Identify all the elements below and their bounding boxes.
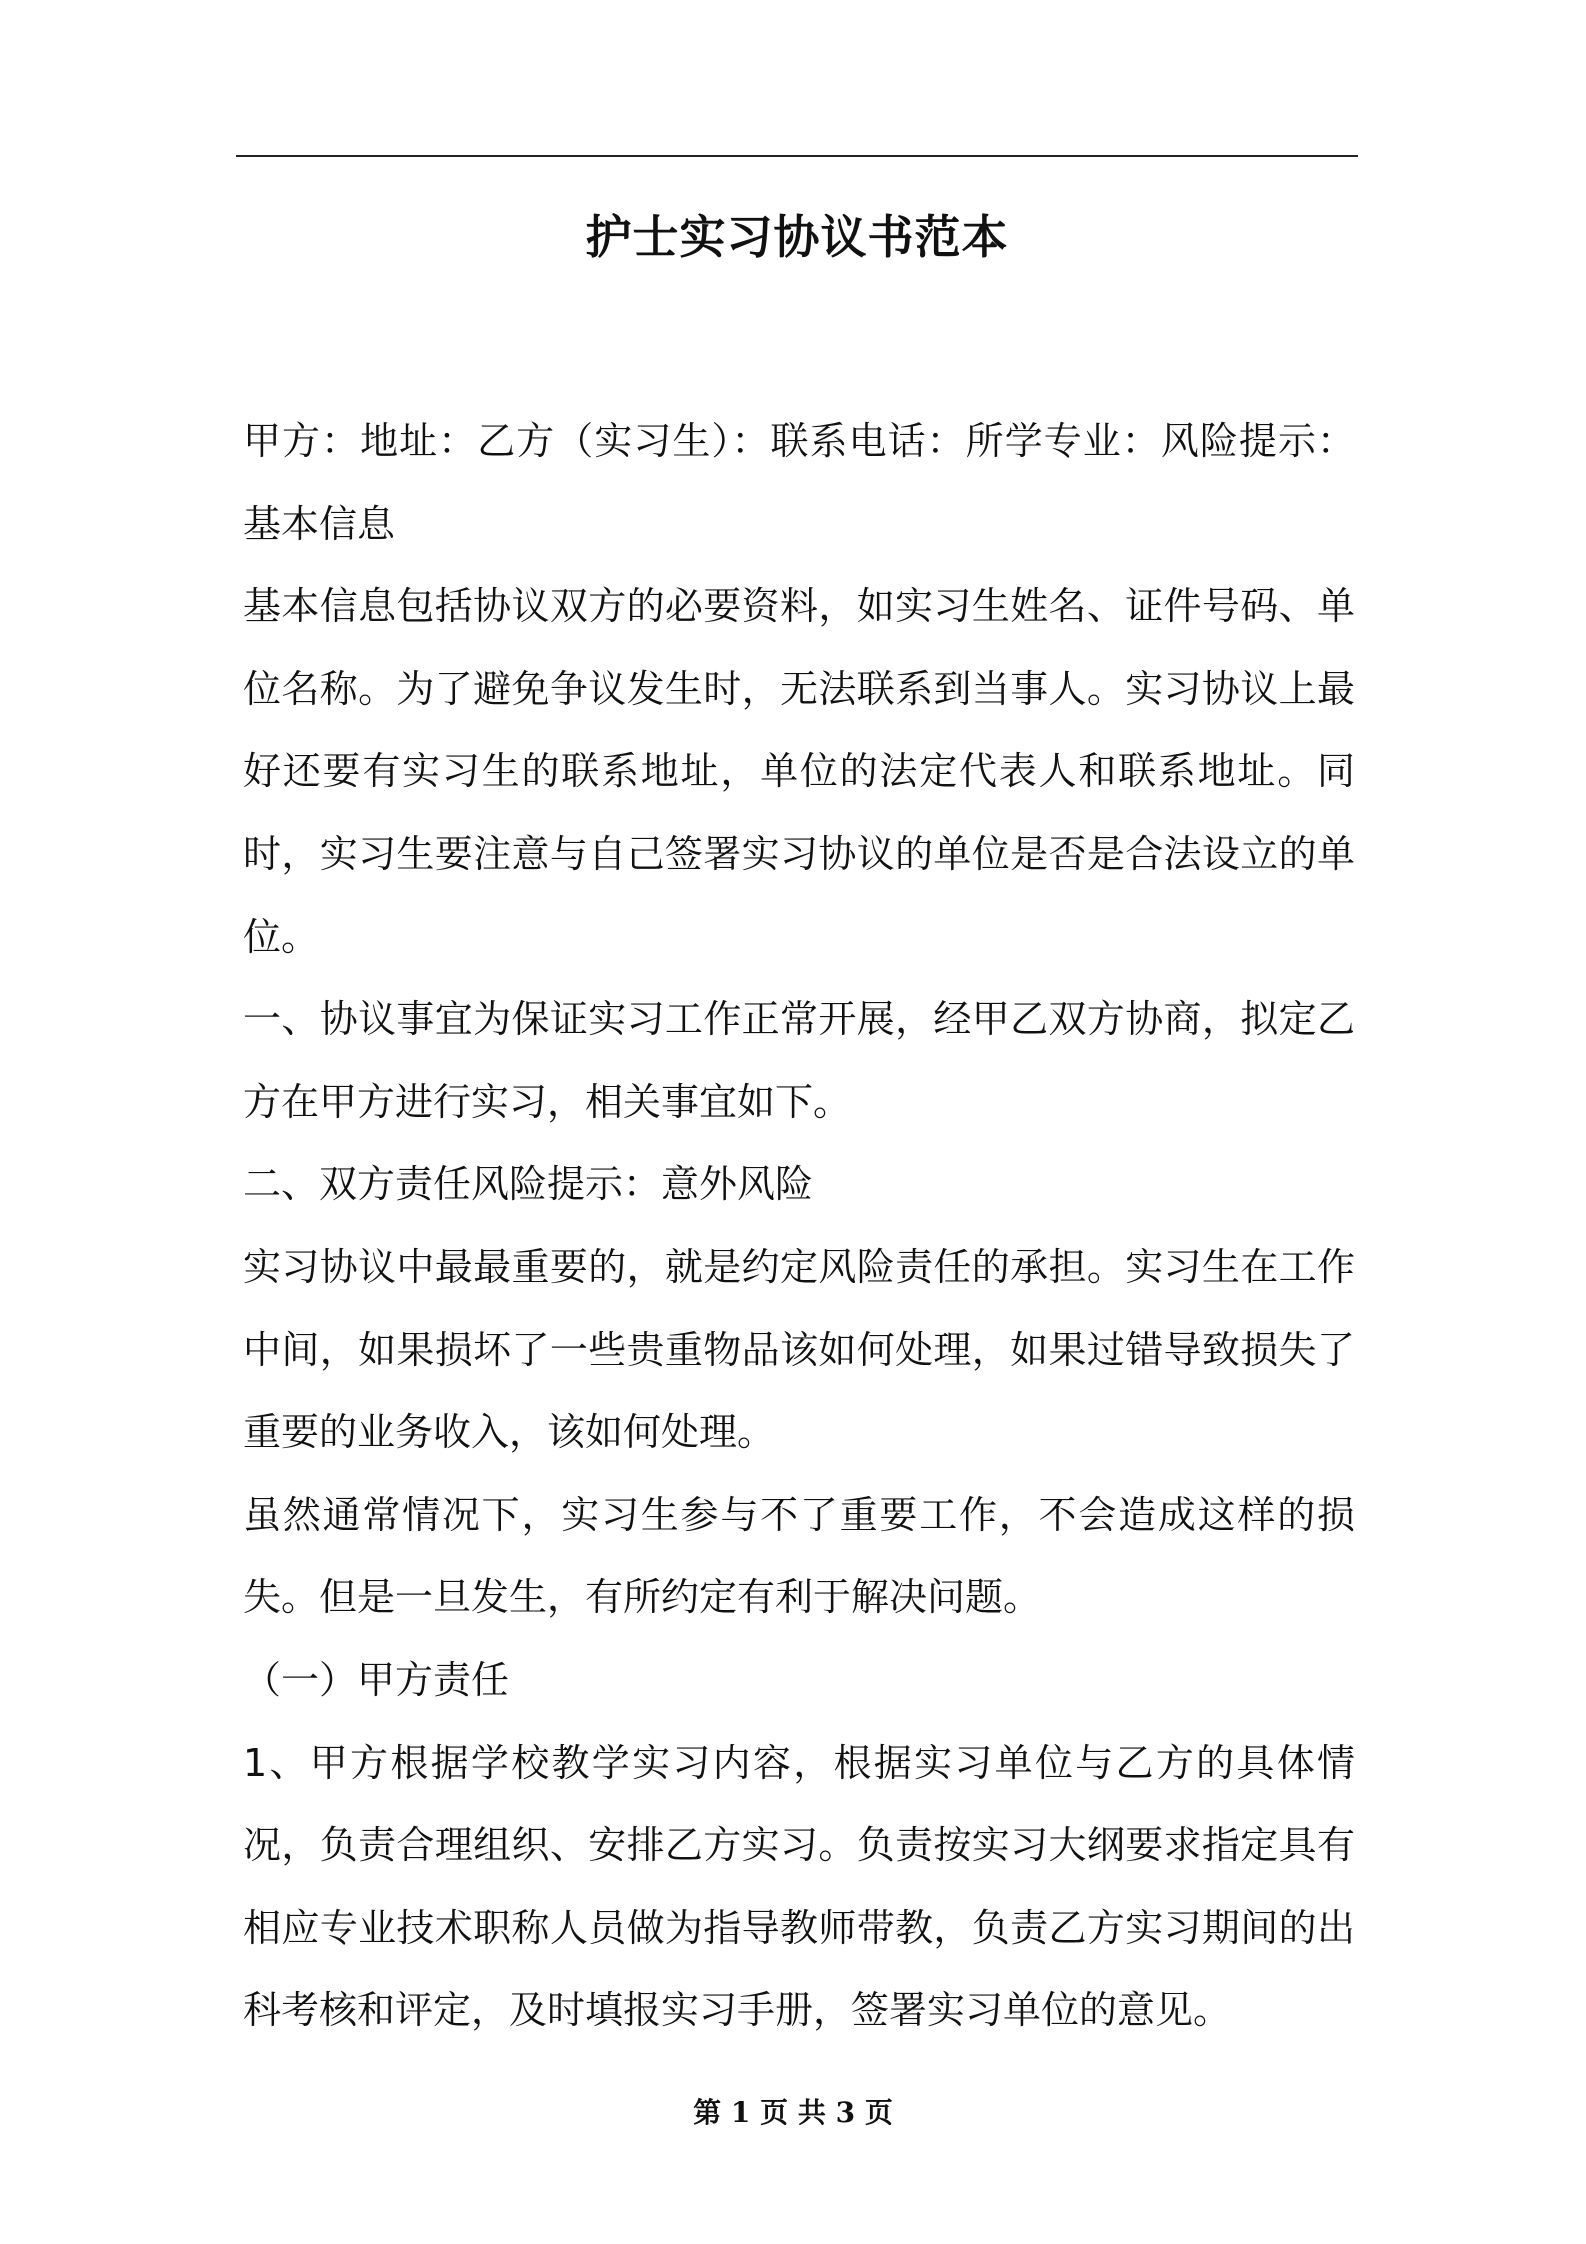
paragraph-basic-info: 基本信息包括协议双方的必要资料，如实习生姓名、证件号码、单位名称。为了避免争议发生时，无法联系到当事人。实习协议上最好还要有实习生的联系地址，单位的法定代表人和联系地址。同时，实习生要注意与自己签署实习协议的单位是否是合法设立的单位。	[243, 584, 1355, 959]
paragraph-agreement-matters: 一、协议事宜为保证实习工作正常开展，经甲乙双方协商，拟定乙方在甲方进行实习，相关事宜如下。	[243, 997, 1355, 1124]
document-title: 护士实习协议书范本	[585, 210, 1009, 264]
section-heading-responsibilities: 二、双方责任风险提示：意外风险	[243, 1162, 814, 1207]
header-rule	[236, 155, 1358, 157]
paragraph-party-a-item-1: 1、甲方根据学校教学实习内容，根据实习单位与乙方的具体情况，负责合理组织、安排乙方实习。负责按实习大纲要求指定具有相应专业技术职称人员做为指导教师带教，负责乙方实习期间的出科考核和评定，及时填报实习手册，签署实习单位的意见。	[243, 1740, 1355, 2033]
page-number: 第 1 页 共 3 页	[693, 2096, 893, 2129]
document-body	[243, 400, 1355, 2052]
paragraph-risk-responsibility: 实习协议中最最重要的，就是约定风险责任的承担。实习生在工作中间，如果损坏了一些贵重物品该如何处理，如果过错导致损失了重要的业务收入，该如何处理。	[243, 1244, 1355, 1455]
paragraph-usually: 虽然通常情况下，实习生参与不了重要工作，不会造成这样的损失。但是一旦发生，有所约定有利于解决问题。	[243, 1492, 1355, 1620]
subsection-heading-party-a: （一）甲方责任	[243, 1657, 510, 1702]
paragraph-basic-fields: 甲方：地址：乙方（实习生）：联系电话：所学专业：风险提示：基本信息	[243, 419, 1355, 546]
